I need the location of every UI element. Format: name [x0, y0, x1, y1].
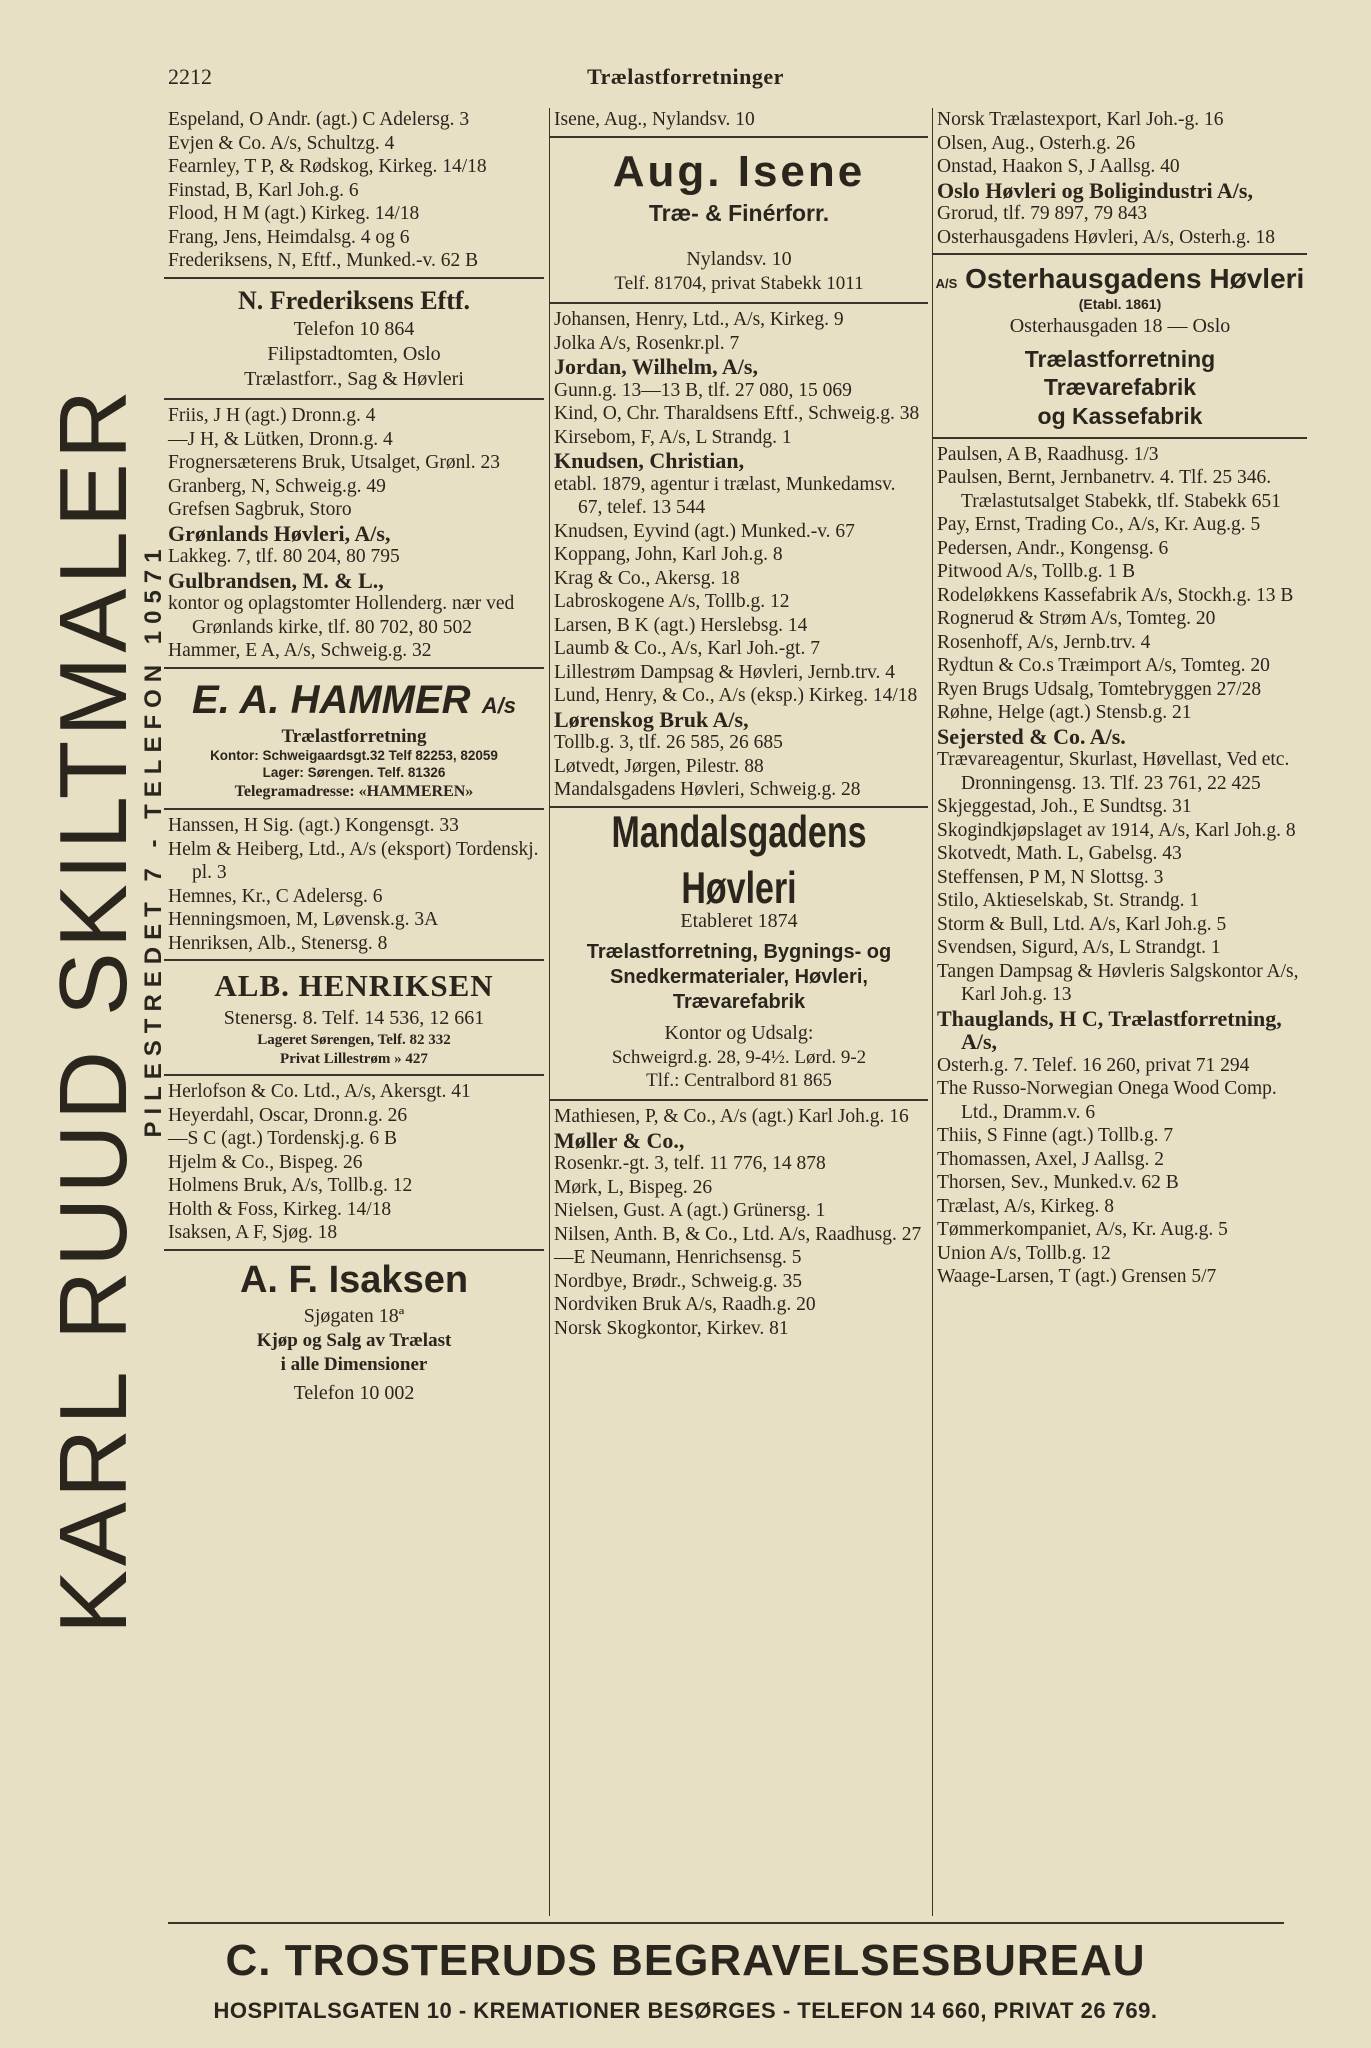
page-number: 2212	[168, 64, 212, 89]
entry: Hjelm & Co., Bispeg. 26	[168, 1151, 363, 1173]
entry: Røhne, Helge (agt.) Stensb.g. 21	[937, 702, 1192, 724]
entry: Union A/s, Tollb.g. 12	[937, 1242, 1111, 1264]
ad-title-text: E. A. HAMMER	[192, 677, 471, 722]
entry: Herlofson & Co. Ltd., A/s, Akersgt. 41	[168, 1081, 471, 1103]
entry: Isene, Aug., Nylandsv. 10	[554, 109, 755, 130]
entry: Pitwood A/s, Tollb.g. 1 B	[937, 561, 1136, 583]
entry-bold: Thauglands, H C, Trælastforretning, A/s,	[937, 1005, 1282, 1055]
entry-bold: Oslo Høvleri og Boligindustri A/s,	[937, 177, 1253, 203]
divider	[164, 959, 544, 961]
ad-phone: Telefon 10 002	[293, 1381, 415, 1404]
ad-mandalsgadens	[550, 807, 928, 1094]
entry: Paulsen, A B, Raadhusg. 1/3	[937, 443, 1159, 465]
ad-address: Stenersg. 8. Telf. 14 536, 12 661	[223, 1006, 485, 1029]
entry: Mørk, L, Bispeg. 26	[554, 1176, 713, 1198]
entry: Heyerdahl, Oscar, Dronn.g. 26	[168, 1104, 408, 1126]
entry-list	[164, 639, 544, 663]
entry: Svendsen, Sigurd, A/s, L Strandgt. 1	[937, 937, 1221, 959]
side-advertisement	[26, 240, 167, 1780]
divider	[164, 277, 544, 279]
entry-bold: Møller & Co.,	[554, 1127, 685, 1153]
ad-address: Schweigrd.g. 28, 9-4½. Lørd. 9-2	[611, 1046, 867, 1068]
entry-address: Tollb.g. 3, tlf. 26 585, 26 685	[554, 732, 783, 753]
entry: Flood, H M (agt.) Kirkeg. 14/18	[168, 203, 420, 224]
entry: Hanssen, H Sig. (agt.) Kongensgt. 33	[168, 815, 459, 836]
entry-bold: Jordan, Wilhelm, A/s,	[554, 354, 758, 379]
ad-trade: Trælastforretning, Bygnings- og Snedkermaterialer, Høvleri, Trævarefabrik	[586, 940, 892, 1013]
entry-bold: Lørenskog Bruk A/s,	[554, 706, 749, 732]
ad-established: Etableret 1874	[680, 909, 798, 932]
entry: Hemnes, Kr., C Adelersg. 6	[168, 885, 383, 907]
footer-divider	[168, 1922, 1284, 1924]
entry-address: Grorud, tlf. 79 897, 79 843	[937, 203, 1148, 224]
entry: Larsen, B K (agt.) Herslebsg. 14	[554, 614, 808, 636]
entry-list	[550, 308, 928, 355]
column-3	[932, 108, 1307, 1916]
entry: The Russo-Norwegian Onega Wood Comp. Ltd., Dramm.v. 6	[937, 1078, 1277, 1123]
entry-address: kontor og oplagstomter Hollenderg. nær ved Grønlands kirke, tlf. 80 702, 80 502	[168, 593, 515, 638]
ad-address: Nylandsv. 10	[686, 248, 792, 271]
entry: Isaksen, A F, Sjøg. 18	[168, 1222, 338, 1244]
entry-address: Lakkeg. 7, tlf. 80 204, 80 795	[168, 546, 400, 567]
entry: Norsk Skogkontor, Kirkev. 81	[554, 1317, 789, 1339]
entry-list	[550, 755, 928, 802]
entry: Nordbye, Brødr., Schweig.g. 35	[554, 1270, 803, 1292]
ad-isene	[550, 144, 928, 297]
ad-osterhausgadens	[933, 261, 1307, 431]
entry: Holmens Bruk, A/s, Tollb.g. 12	[168, 1175, 413, 1197]
entry: Olsen, Aug., Osterh.g. 26	[937, 132, 1136, 154]
entry: Friis, J H (agt.) Dronn.g. 4	[168, 405, 376, 426]
entry: Storm & Bull, Ltd. A/s, Karl Joh.g. 5	[937, 913, 1227, 935]
entry-bold: Gulbrandsen, M. & L.,	[168, 567, 384, 593]
entry: Nilsen, Anth. B, & Co., Ltd. A/s, Raadhusg. 27	[554, 1223, 922, 1245]
column-2	[549, 108, 928, 1916]
entry: Fearnley, T P, & Rødskog, Kirkeg. 14/18	[168, 156, 487, 177]
entry-list	[550, 1105, 928, 1129]
entry: Skogindkjøpslaget av 1914, A/s, Karl Joh.g. 8	[937, 819, 1296, 841]
footer-ad-title: C. TROSTERUDS BEGRAVELSESBUREAU	[225, 1936, 1146, 1985]
entry: Henningsmoen, M, Løvensk.g. 3A	[168, 909, 439, 930]
divider	[550, 1099, 928, 1101]
entry-address: Osterh.g. 7. Telef. 16 260, privat 71 294	[937, 1054, 1250, 1076]
ad-henriksen	[164, 967, 544, 1068]
entry: Frederiksens, N, Eftf., Munked.-v. 62 B	[168, 250, 479, 271]
entry: Lund, Henry, & Co., A/s (eksp.) Kirkeg. 14/18	[554, 685, 918, 706]
divider	[164, 398, 544, 400]
ad-line: Lageret Sørengen, Telf. 82 332	[257, 1031, 451, 1048]
entry: Frang, Jens, Heimdalsg. 4 og 6	[168, 226, 410, 248]
entry: Tømmerkompaniet, A/s, Kr. Aug.g. 5	[937, 1219, 1228, 1241]
entry: Tangen Dampsag & Høvleris Salgskontor A/s, Karl Joh.g. 13	[937, 960, 1299, 1006]
ad-title-text: Osterhausgadens Høvleri	[965, 263, 1305, 294]
side-ad-name: KARL RUUD SKILTMALER	[40, 385, 147, 1635]
ad-trade: Trælastforretning	[281, 725, 427, 747]
ad-title: ALB. HENRIKSEN	[214, 968, 494, 1003]
entry: Labroskogene A/s, Tollb.g. 12	[554, 591, 790, 612]
entry: Kirsebom, F, A/s, L Strandg. 1	[554, 426, 792, 448]
ad-title: A. F. Isaksen	[239, 1258, 469, 1301]
divider	[550, 136, 928, 138]
entry: Jolka A/s, Rosenkr.pl. 7	[554, 332, 740, 354]
entry: Rosenhoff, A/s, Jernb.trv. 4	[937, 631, 1151, 653]
ad-title	[933, 261, 1307, 296]
entry: Ryen Brugs Udsalg, Tomtebryggen 27/28	[937, 678, 1262, 700]
entry: —J H, & Lütken, Dronn.g. 4	[168, 428, 393, 450]
ad-phone: Tlf.: Centralbord 81 865	[646, 1070, 832, 1092]
entry-address: Trævareagentur, Skurlast, Høvellast, Ved etc. Dronningensg. 13. Tlf. 23 761, 22 425	[937, 749, 1290, 794]
ad-office: Kontor og Udsalg:	[664, 1021, 814, 1044]
entry: Waage-Larsen, T (agt.) Grensen 5/7	[937, 1266, 1217, 1288]
ad-office: Kontor: Schweigaardsgt.32 Telf 82253, 82059	[210, 748, 498, 764]
entry: Kind, O, Chr. Tharaldsens Eftf., Schweig.g. 38	[554, 403, 920, 424]
entry: Nielsen, Gust. A (agt.) Grünersg. 1	[554, 1200, 826, 1221]
entry: Mandalsgadens Høvleri, Schweig.g. 28	[554, 779, 861, 800]
ad-hammer	[164, 675, 544, 803]
ad-title	[164, 675, 544, 725]
ad-trade: Trælastforr., Sag & Høvleri	[244, 368, 464, 390]
entry: Norsk Trælastexport, Karl Joh.-g. 16	[937, 109, 1224, 130]
column-1	[164, 108, 544, 1916]
ad-storage: Lager: Sørengen. Telf. 81326	[262, 765, 446, 781]
entry: Evjen & Co. A/s, Schultzg. 4	[168, 132, 395, 154]
ad-title: N. Frederiksens Eftf.	[237, 285, 471, 315]
entry: Skjeggestad, Joh., E Sundtsg. 31	[937, 796, 1192, 818]
entry: Espeland, O Andr. (agt.) C Adelersg. 3	[168, 109, 470, 130]
entry: Pedersen, Andr., Kongensg. 6	[937, 537, 1169, 559]
ad-place: Filipstadtomten, Oslo	[267, 343, 441, 365]
divider	[164, 1249, 544, 1251]
ad-title: Mandalsgadens Høvleri	[611, 807, 867, 912]
entry: Helm & Heiberg, Ltd., A/s (eksport) Tordenskj. pl. 3	[168, 838, 539, 883]
entry: —E Neumann, Henrichsensg. 5	[554, 1247, 802, 1268]
ad-title: Aug. Isene	[612, 146, 866, 196]
entry: Koppang, John, Karl Joh.g. 8	[554, 544, 783, 565]
ad-isaksen	[164, 1257, 544, 1406]
entry-address: Gunn.g. 13—13 B, tlf. 27 080, 15 069	[554, 379, 852, 401]
entry-bold: Knudsen, Christian,	[554, 448, 745, 473]
entry: Knudsen, Eyvind (agt.) Munked.-v. 67	[554, 520, 855, 542]
entry: Pay, Ernst, Trading Co., A/s, Kr. Aug.g. 5	[937, 514, 1261, 536]
ad-established: (Etabl. 1861)	[1078, 296, 1162, 312]
divider	[164, 667, 544, 669]
entry-bold: Grønlands Høvleri, A/s,	[168, 520, 391, 546]
entry: Osterhausgadens Høvleri, A/s, Osterh.g. 18	[937, 226, 1275, 248]
ad-phone: Telefon 10 864	[293, 318, 415, 340]
entry-list	[164, 814, 544, 955]
entry: Trælast, A/s, Kirkeg. 8	[937, 1195, 1114, 1217]
entry-list	[164, 1080, 544, 1245]
entry: Løtvedt, Jørgen, Pilestr. 88	[554, 755, 764, 777]
entry-list	[933, 1077, 1307, 1289]
entry-list	[933, 443, 1307, 725]
entry-address: etabl. 1879, agentur i trælast, Munkedamsv. 67, telef. 13 544	[554, 473, 896, 518]
ad-telegram: Telegramadresse: «HAMMEREN»	[234, 783, 474, 800]
entry: Grefsen Sagbruk, Storo	[168, 499, 352, 520]
entry: Laumb & Co., A/s, Karl Joh.-gt. 7	[554, 638, 820, 659]
entry: Henriksen, Alb., Stenersg. 8	[168, 932, 388, 954]
entry: —S C (agt.) Tordenskj.g. 6 B	[168, 1128, 398, 1150]
entry: Krag & Co., Akersg. 18	[554, 567, 740, 589]
divider	[933, 253, 1307, 255]
entry-list	[550, 520, 928, 708]
entry-address: Rosenkr.-gt. 3, telf. 11 776, 14 878	[554, 1153, 826, 1174]
ad-line: og Kassefabrik	[1037, 403, 1203, 429]
entry: Steffensen, P M, N Slottsg. 3	[937, 866, 1164, 888]
ad-title-prefix: A/S	[935, 276, 958, 291]
entry-bold: Sejersted & Co. A/s.	[937, 723, 1126, 749]
entry-list	[550, 402, 928, 449]
ad-line: Trælastforretning	[1024, 345, 1216, 372]
divider	[164, 1074, 544, 1076]
entry: Rydtun & Co.s Træimport A/s, Tomteg. 20	[937, 655, 1270, 677]
entry: Mathiesen, P, & Co., A/s (agt.) Karl Joh.g. 16	[554, 1106, 909, 1127]
entry: Rodeløkkens Kassefabrik A/s, Stockh.g. 13 B	[937, 584, 1294, 606]
entry-list	[550, 1176, 928, 1341]
entry: Paulsen, Bernt, Jernbanetrv. 4. Tlf. 25 346. Trælastutsalget Stabekk, tlf. Stabekk 651	[937, 467, 1281, 512]
entry: Thomassen, Axel, J Aallsg. 2	[937, 1148, 1164, 1170]
divider	[550, 302, 928, 304]
entry: Hammer, E A, A/s, Schweig.g. 32	[168, 640, 432, 661]
divider	[933, 437, 1307, 439]
entry-list	[933, 226, 1307, 250]
ad-phone: Telf. 81704, privat Stabekk 1011	[614, 273, 864, 295]
entry: Granberg, N, Schweig.g. 49	[168, 475, 386, 497]
ad-line: i alle Dimensioner	[280, 1354, 428, 1375]
entry: Lillestrøm Dampsag & Høvleri, Jernb.trv. 4	[554, 661, 896, 683]
ad-frederiksen	[164, 285, 544, 393]
ad-address: Osterhausgaden 18 — Oslo	[1009, 314, 1231, 337]
entry: Stilo, Aktieselskab, St. Strandg. 1	[937, 890, 1200, 912]
entry: Thorsen, Sev., Munked.v. 62 B	[937, 1172, 1179, 1194]
entry: Frognersæterens Bruk, Utsalget, Grønl. 23	[168, 452, 500, 473]
entry: Thiis, S Finne (agt.) Tollb.g. 7	[937, 1125, 1174, 1147]
divider	[164, 808, 544, 810]
entry-list	[164, 108, 544, 273]
entry: Skotvedt, Math. L, Gabelsg. 43	[937, 843, 1182, 865]
entry: Rognerud & Strøm A/s, Tomteg. 20	[937, 608, 1216, 630]
ad-line: Privat Lillestrøm » 427	[280, 1050, 428, 1067]
entry: Johansen, Henry, Ltd., A/s, Kirkeg. 9	[554, 309, 844, 330]
entry-list	[933, 108, 1307, 179]
running-head: Trælastforretninger	[587, 64, 784, 89]
ad-line: Trævarefabrik	[1043, 374, 1197, 401]
ad-address: Sjøgaten 18ª	[303, 1305, 405, 1328]
entry: Holth & Foss, Kirkeg. 14/18	[168, 1198, 392, 1220]
ad-line: Kjøp og Salg av Trælast	[256, 1330, 452, 1352]
side-ad-address: PILESTREDET 7 - TELEFON 10571	[140, 542, 167, 1138]
entry: Onstad, Haakon S, J Aallsg. 40	[937, 156, 1180, 177]
footer-ad-line: HOSPITALSGATEN 10 - KREMATIONER BESØRGES - TELEFON 14 660, PRIVAT 26 769.	[213, 1998, 1158, 2023]
entry-list	[933, 795, 1307, 1007]
entry-list	[164, 404, 544, 522]
entry: Finstad, B, Karl Joh.g. 6	[168, 179, 359, 201]
ad-title-suffix: A/s	[481, 692, 516, 718]
ad-trade: Træ- & Finérforr.	[648, 199, 830, 226]
entry: Nordviken Bruk A/s, Raadh.g. 20	[554, 1294, 816, 1315]
